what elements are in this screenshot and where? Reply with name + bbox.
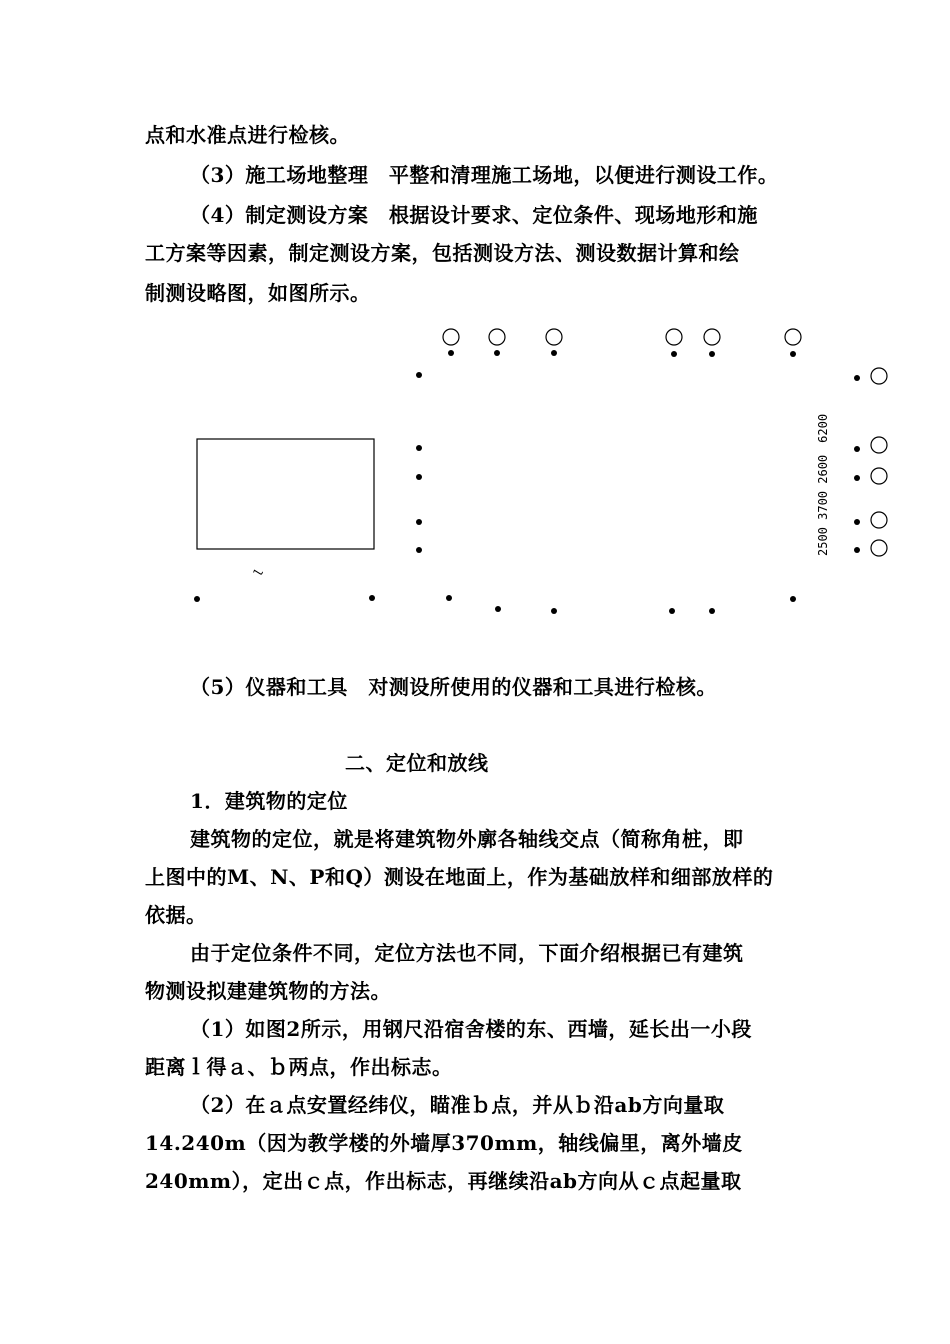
stake-point [854, 475, 860, 481]
stake-point [416, 372, 422, 378]
control-circle [666, 329, 682, 345]
stake-point [194, 596, 200, 602]
layout-sketch [0, 0, 950, 640]
paragraph-line: （5）仪器和工具 对测设所使用的仪器和工具进行检核。 [190, 675, 717, 699]
paragraph-line: 建筑物的定位，就是将建筑物外廓各轴线交点（简称角桩，即 [190, 827, 744, 851]
stake-point [854, 375, 860, 381]
paragraph-line: 依据。 [145, 903, 207, 927]
stake-point [709, 351, 715, 357]
paragraph-line: 由于定位条件不同，定位方法也不同，下面介绍根据已有建筑 [190, 941, 744, 965]
stake-point [551, 608, 557, 614]
stake-point [416, 519, 422, 525]
control-circle [785, 329, 801, 345]
stake-point [669, 608, 675, 614]
stake-point [854, 547, 860, 553]
stake-point [446, 595, 452, 601]
paragraph-line: 工方案等因素，制定测设方案，包括测设方法、测设数据计算和绘 [145, 241, 740, 265]
stake-point [854, 446, 860, 452]
control-circle [546, 329, 562, 345]
stake-point [551, 350, 557, 356]
stake-point [790, 351, 796, 357]
paragraph-line: 物测设拟建建筑物的方法。 [145, 979, 391, 1003]
paragraph-line: 距离ｌ得ａ、ｂ两点，作出标志。 [145, 1055, 453, 1079]
stake-point [369, 595, 375, 601]
control-circle [871, 540, 887, 556]
stake-point [709, 608, 715, 614]
stake-point [416, 547, 422, 553]
stake-point [790, 596, 796, 602]
stake-point [495, 606, 501, 612]
stake-point [494, 350, 500, 356]
stake-point [854, 519, 860, 525]
control-circle [704, 329, 720, 345]
stake-point [416, 474, 422, 480]
control-circle [871, 437, 887, 453]
paragraph-line: 240mm），定出ｃ点，作出标志，再继续沿ab方向从ｃ点起量取 [145, 1169, 742, 1193]
dimension-label: 2500 3700 2600 6200 [816, 413, 830, 556]
paragraph-line: 点和水准点进行检核。 [145, 123, 350, 147]
paragraph-line: （3）施工场地整理 平整和清理施工场地，以便进行测设工作。 [190, 163, 779, 187]
control-circle [871, 468, 887, 484]
stake-point [671, 351, 677, 357]
control-circle [443, 329, 459, 345]
paragraph-line: （2）在ａ点安置经纬仪，瞄准ｂ点，并从ｂ沿ab方向量取 [190, 1093, 725, 1117]
small-mark: l [250, 566, 267, 579]
stake-point [416, 445, 422, 451]
control-circle [489, 329, 505, 345]
paragraph-line: 上图中的M、N、P和Q）测设在地面上，作为基础放样和细部放样的 [145, 865, 774, 889]
paragraph-line: （1）如图2所示，用钢尺沿宿舍楼的东、西墙，延长出一小段 [190, 1017, 752, 1041]
control-circle [871, 368, 887, 384]
subsection-heading: 1．建筑物的定位 [190, 789, 348, 813]
paragraph-line: 制测设略图，如图所示。 [145, 281, 371, 305]
existing-building [197, 439, 374, 549]
paragraph-line: （4）制定测设方案 根据设计要求、定位条件、现场地形和施 [190, 203, 758, 227]
control-circle [871, 512, 887, 528]
section-heading: 二、定位和放线 [345, 751, 489, 775]
paragraph-line: 14.240m（因为教学楼的外墙厚370mm，轴线偏里，离外墙皮 [145, 1131, 743, 1155]
stake-point [448, 350, 454, 356]
